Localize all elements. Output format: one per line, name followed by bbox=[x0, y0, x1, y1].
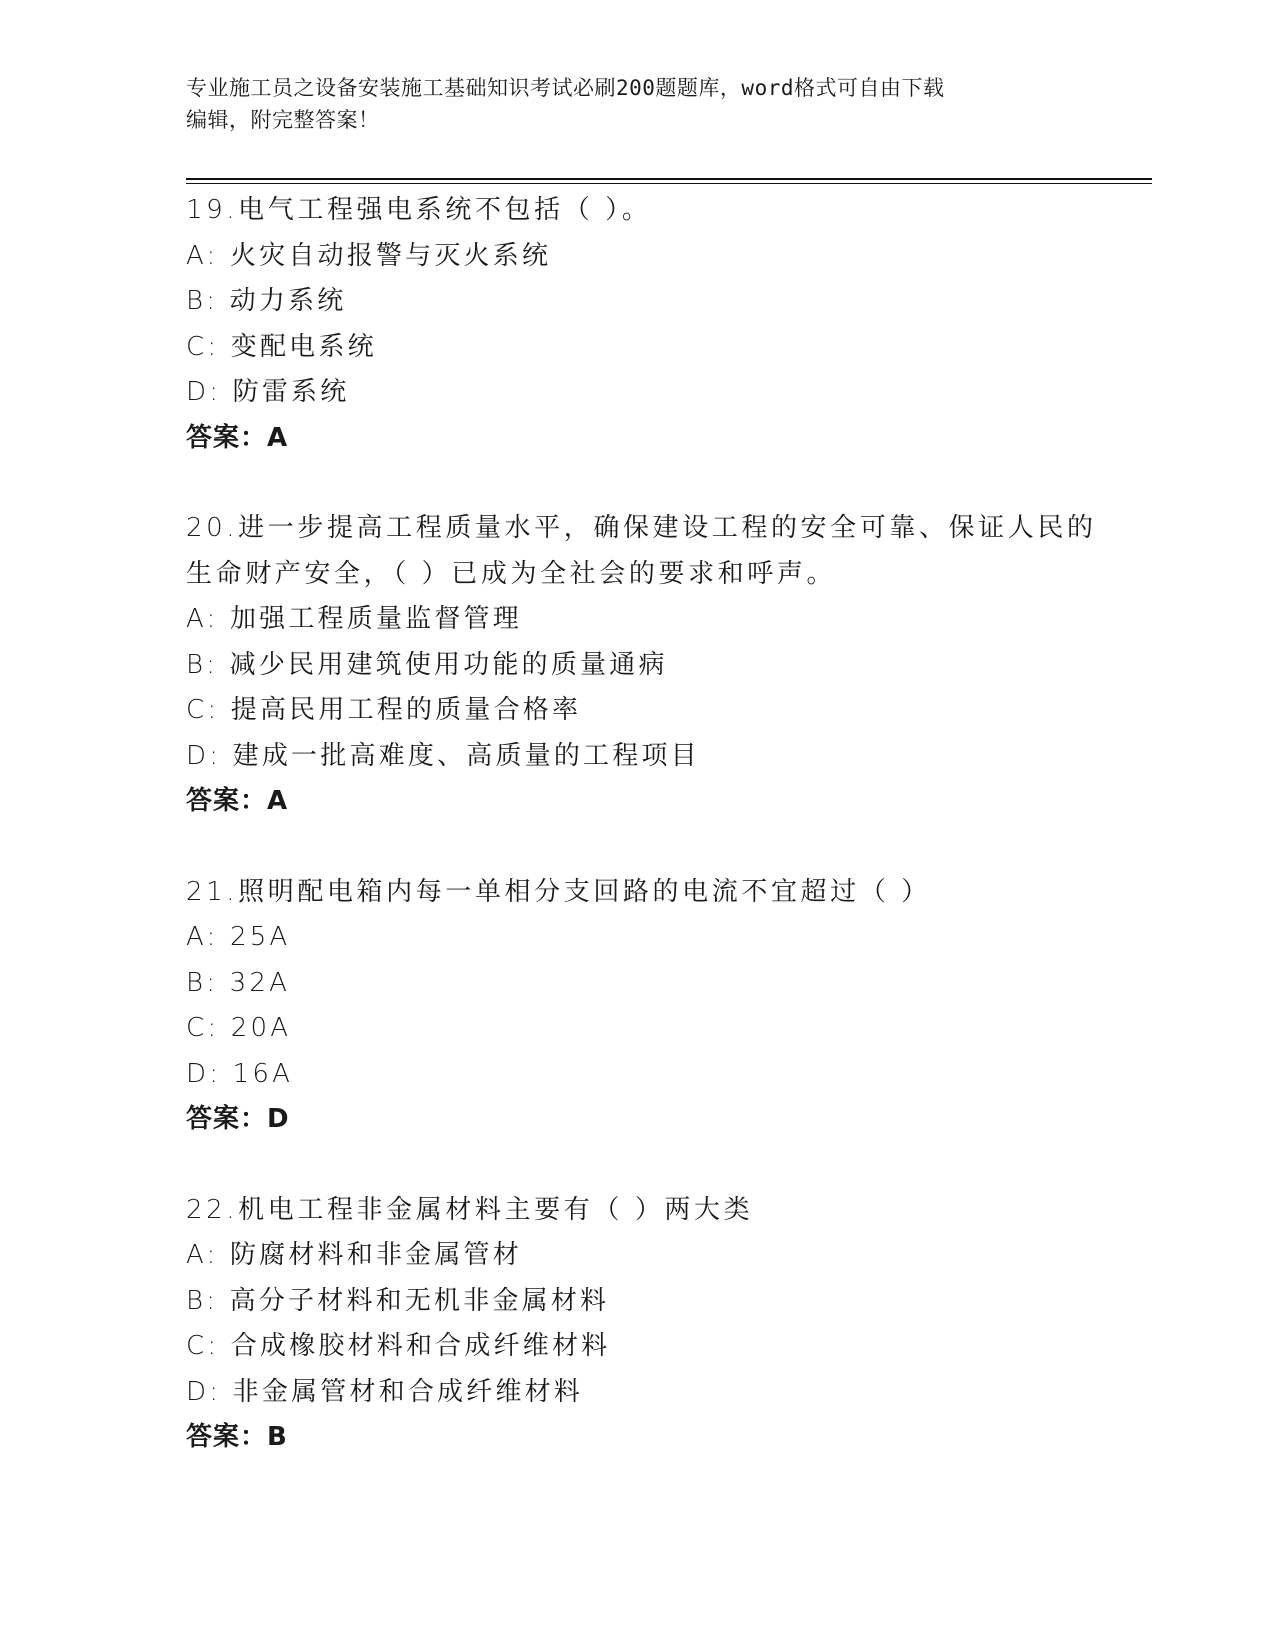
header-divider-thin bbox=[186, 183, 1152, 184]
stem-line: 生命财产安全，（ ）已成为全社会的要求和呼声。 bbox=[186, 558, 837, 589]
stem-line: 21.照明配电箱内每一单相分支回路的电流不宜超过（ ） bbox=[186, 876, 931, 907]
answer-label: 答案：D bbox=[186, 1104, 290, 1134]
option-d: D: 非金属管材和合成纤维材料 bbox=[186, 1376, 584, 1407]
answer-label: 答案：B bbox=[186, 1422, 288, 1452]
question-21 bbox=[186, 870, 1086, 1143]
option-b: B: 高分子材料和无机非金属材料 bbox=[186, 1285, 610, 1316]
option-b: B: 减少民用建筑使用功能的质量通病 bbox=[186, 649, 668, 680]
stem-line: 19.电气工程强电系统不包括（ ）。 bbox=[186, 195, 652, 225]
header-line-1: 专业施工员之设备安装施工基础知识考试必刷200题题库，word格式可自由下载 bbox=[186, 76, 945, 100]
option-a: A: 加强工程质量监督管理 bbox=[186, 604, 522, 634]
option-c: C: 合成橡胶材料和合成纤维材料 bbox=[186, 1331, 611, 1361]
question-stem bbox=[186, 1188, 1086, 1234]
option-c: C: 提高民用工程的质量合格率 bbox=[186, 695, 582, 725]
header-line-2: 编辑，附完整答案！ bbox=[186, 108, 380, 132]
option-a: A: 火灾自动报警与灭火系统 bbox=[186, 240, 552, 271]
question-stem bbox=[186, 506, 1097, 597]
option-b: B: 动力系统 bbox=[186, 286, 347, 316]
stem-line: 20.进一步提高工程质量水平，确保建设工程的安全可靠、保证人民的 bbox=[186, 513, 1097, 543]
option-d: D: 防雷系统 bbox=[186, 377, 350, 407]
question-20 bbox=[186, 506, 1097, 825]
option-d: D: 16A bbox=[186, 1058, 294, 1089]
header-divider-thick bbox=[186, 178, 1152, 180]
question-list bbox=[186, 188, 1097, 1506]
answer-label: 答案：A bbox=[186, 786, 289, 816]
option-a: A: 25A bbox=[186, 922, 291, 952]
option-c: C: 20A bbox=[186, 1013, 292, 1043]
question-19 bbox=[186, 188, 1086, 461]
question-22 bbox=[186, 1188, 1086, 1461]
document-header bbox=[186, 72, 1086, 136]
option-b: B: 32A bbox=[186, 967, 291, 998]
option-c: C: 变配电系统 bbox=[186, 331, 377, 362]
option-a: A: 防腐材料和非金属管材 bbox=[186, 1240, 522, 1270]
question-stem bbox=[186, 188, 1086, 234]
option-d: D: 建成一批高难度、高质量的工程项目 bbox=[186, 740, 700, 771]
question-stem bbox=[186, 870, 1086, 916]
stem-line: 22.机电工程非金属材料主要有（ ）两大类 bbox=[186, 1194, 754, 1225]
answer-label: 答案：A bbox=[186, 422, 289, 453]
